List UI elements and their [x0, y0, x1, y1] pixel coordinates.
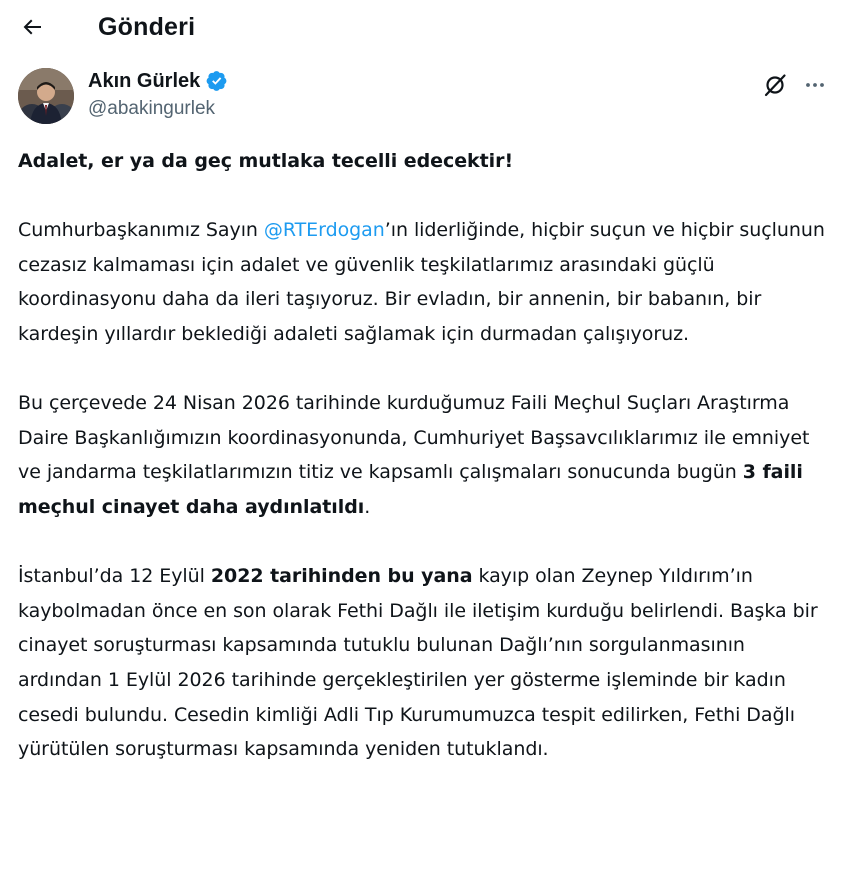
author-handle[interactable]: @abakingurlek: [88, 98, 216, 119]
mention-link[interactable]: @RTErdogan: [263, 219, 385, 242]
author-name[interactable]: Akın Gürlek: [88, 69, 201, 92]
tweet-paragraph-1: [18, 213, 834, 351]
tweet-bold-text: 3 faili meçhul cinayet daha aydınlatıldı: [18, 461, 803, 518]
back-button[interactable]: [14, 9, 50, 45]
tweet-text: [18, 144, 834, 801]
tweet-text-segment: Bu çerçevede 24 Nisan 2026 tarihinde kurduğumuz Faili Meçhul Suçları Araştırma Daire Başkanlığımızın koordinasyonunda, Cumhuriyet Başsavcılıklarımız ile emniyet ve jandarma teşkilatlarımızın titiz ve kapsamlı çalışmaları sonucunda bugün: [18, 392, 810, 484]
page-title: Gönderi: [98, 13, 196, 41]
more-button[interactable]: [800, 70, 830, 100]
tweet-text-segment: İstanbul’da 12 Eylül: [18, 565, 211, 588]
author-block: [88, 66, 228, 122]
top-bar: [0, 0, 850, 54]
tweet-text-segment: kayıp olan Zeynep Yıldırım’ın kaybolmadan önce en son olarak Fethi Dağlı ile iletişim kurduğu belirlendi. Başka bir cinayet soruşturması kapsamında tutuklu bulunan Dağlı’nın sorgulanmasının ardından 1 Eylül 2026 tarihinde gerçekleştirilen yer gösterme işleminde bir kadın cesedi bulundu. Cesedin kimliği Adli Tıp Kurumumuzca tespit edilirken, Fethi Dağlı yürütülen soruşturması kapsamında yeniden tutuklandı.: [18, 565, 818, 761]
grok-icon: [762, 72, 788, 98]
tweet-text-segment: ’ın liderliğinde, hiçbir suçun ve hiçbir suçlunun cezasız kalmaması için adalet ve güvenlik teşkilatlarımız arasındaki güçlü koordinasyonu daha da ileri taşıyoruz. Bir evladın, bir annenin, bir babanın, bir kardeşin yıllardır beklediği adaleti sağlamak için durmadan çalışıyoruz.: [18, 219, 825, 345]
tweet-text-segment: Cumhurbaşkanımız Sayın: [18, 219, 264, 242]
author-name-row: [88, 66, 228, 96]
tweet-paragraph-2: [18, 386, 834, 524]
arrow-left-icon: [20, 15, 44, 39]
tweet-headline: Adalet, er ya da geç mutlaka tecelli edecektir!: [18, 150, 514, 172]
avatar[interactable]: [18, 68, 74, 124]
avatar-image: [18, 68, 74, 124]
tweet-paragraph-3: [18, 559, 834, 767]
tweet-bold-text: 2022 tarihinden bu yana: [210, 565, 473, 588]
more-horizontal-icon: [804, 74, 826, 96]
tweet-paragraph-headline: [18, 144, 834, 179]
verified-badge-icon[interactable]: [206, 70, 228, 92]
tweet-text-segment: .: [364, 495, 371, 518]
grok-button[interactable]: [760, 70, 790, 100]
